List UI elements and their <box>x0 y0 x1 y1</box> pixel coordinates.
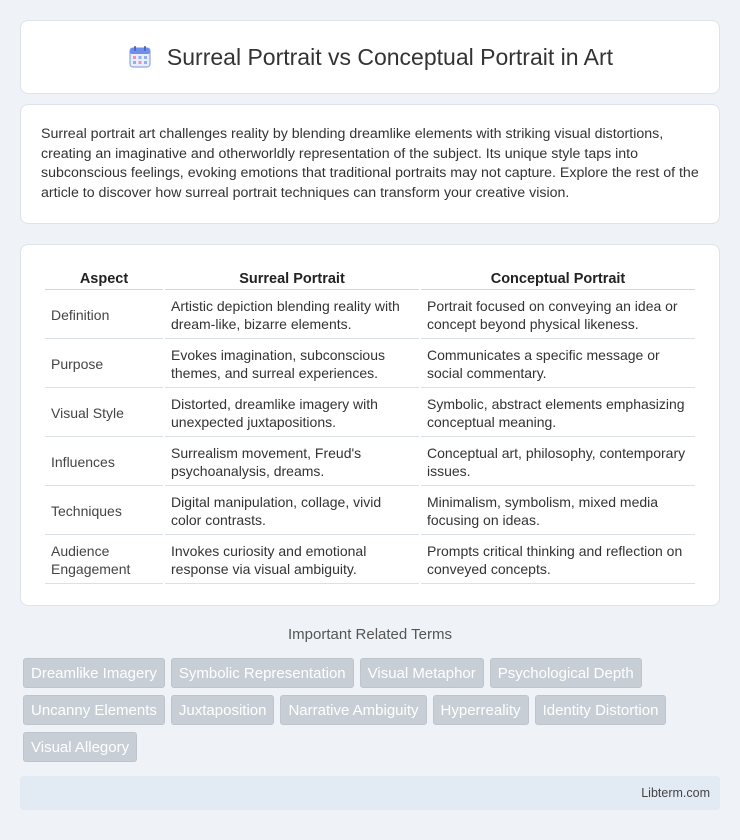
related-term-tag[interactable]: Uncanny Elements <box>23 695 165 725</box>
related-term-tag[interactable]: Juxtaposition <box>171 695 275 725</box>
cell-surreal: Digital manipulation, collage, vivid color contrasts. <box>165 488 419 535</box>
related-term-tag[interactable]: Dreamlike Imagery <box>23 658 165 688</box>
cell-aspect: Techniques <box>45 488 163 535</box>
column-header-conceptual: Conceptual Portrait <box>421 268 695 290</box>
cell-conceptual: Portrait focused on conveying an idea or concept beyond physical likeness. <box>421 292 695 339</box>
related-term-tag[interactable]: Narrative Ambiguity <box>280 695 426 725</box>
cell-conceptual: Symbolic, abstract elements emphasizing conceptual meaning. <box>421 390 695 437</box>
cell-aspect: Influences <box>45 439 163 486</box>
table-row <box>45 537 695 584</box>
page-title: Surreal Portrait vs Conceptual Portrait in Art <box>166 43 614 70</box>
cell-conceptual: Minimalism, symbolism, mixed media focusing on ideas. <box>421 488 695 535</box>
related-term-tag[interactable]: Identity Distortion <box>535 695 667 725</box>
related-terms-title: Important Related Terms <box>288 626 452 643</box>
related-term-tag[interactable]: Psychological Depth <box>490 658 642 688</box>
related-term-tag[interactable]: Hyperreality <box>433 695 529 725</box>
cell-conceptual: Prompts critical thinking and reflection on conveyed concepts. <box>421 537 695 584</box>
table-row <box>45 488 695 535</box>
cell-aspect: Purpose <box>45 341 163 388</box>
footer-site-link[interactable]: Libterm.com <box>641 786 710 800</box>
related-term-tag[interactable]: Visual Metaphor <box>360 658 484 688</box>
related-terms-list <box>23 658 723 762</box>
cell-surreal: Invokes curiosity and emotional response via visual ambiguity. <box>165 537 419 584</box>
related-term-tag[interactable]: Symbolic Representation <box>171 658 354 688</box>
comparison-table-card <box>20 244 720 606</box>
comparison-table <box>43 266 697 586</box>
intro-text: Surreal portrait art challenges reality by blending dreamlike elements with striking visual distortions, creating an imaginative and otherworldly representation of the subject. Its unique style taps into subconscious feelings, evoking emotions that traditional portraits may not capture. Explore the rest of the article to discover how surreal portrait techniques can transform your creative vision. <box>41 126 699 201</box>
calendar-icon <box>127 44 153 70</box>
cell-conceptual: Conceptual art, philosophy, contemporary issues. <box>421 439 695 486</box>
footer <box>20 776 720 810</box>
table-header-row <box>45 268 695 290</box>
cell-surreal: Artistic depiction blending reality with dream-like, bizarre elements. <box>165 292 419 339</box>
column-header-aspect: Aspect <box>45 268 163 290</box>
header-card <box>20 20 720 94</box>
cell-surreal: Evokes imagination, subconscious themes, and surreal experiences. <box>165 341 419 388</box>
cell-surreal: Surrealism movement, Freud's psychoanalysis, dreams. <box>165 439 419 486</box>
intro-card <box>20 104 720 224</box>
cell-aspect: Audience Engagement <box>45 537 163 584</box>
table-row <box>45 439 695 486</box>
cell-surreal: Distorted, dreamlike imagery with unexpected juxtapositions. <box>165 390 419 437</box>
cell-conceptual: Communicates a specific message or social commentary. <box>421 341 695 388</box>
column-header-surreal: Surreal Portrait <box>165 268 419 290</box>
cell-aspect: Visual Style <box>45 390 163 437</box>
cell-aspect: Definition <box>45 292 163 339</box>
related-term-tag[interactable]: Visual Allegory <box>23 732 137 762</box>
table-row <box>45 292 695 339</box>
table-row <box>45 390 695 437</box>
table-row <box>45 341 695 388</box>
